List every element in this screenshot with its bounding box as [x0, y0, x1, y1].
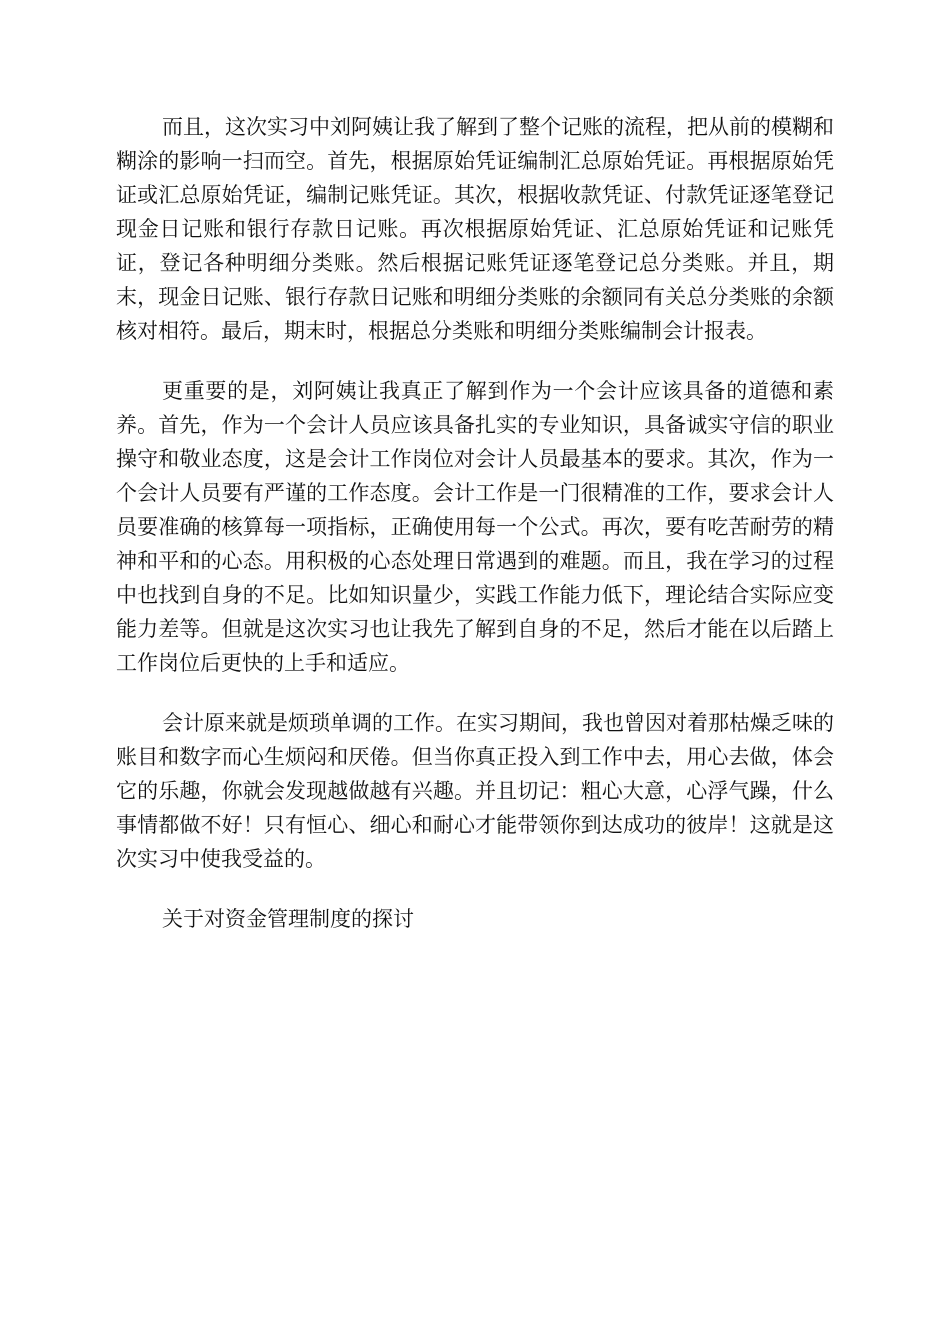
- paragraph-accounting-process: 而且，这次实习中刘阿姨让我了解到了整个记账的流程，把从前的模糊和糊涂的影响一扫而空。首先，根据原始凭证编制汇总原始凭证。再根据原始凭证或汇总原始凭证，编制记账凭证。其次，根据收款凭证、付款凭证逐笔登记现金日记账和银行存款日记账。再次根据原始凭证、汇总原始凭证和记账凭证，登记各种明细分类账。然后根据记账凭证逐笔登记总分类账。并且，期末，现金日记账、银行存款日记账和明细分类账的余额同有关总分类账的余额核对相符。最后，期末时，根据总分类账和明细分类账编制会计报表。: [116, 115, 834, 343]
- document-body: [116, 110, 834, 936]
- paragraph-accounting-work: 会计原来就是烦琐单调的工作。在实习期间，我也曾因对着那枯燥乏味的账目和数字而心生烦闷和厌倦。但当你真正投入到工作中去，用心去做，体会它的乐趣，你就会发现越做越有兴趣。并且切记：粗心大意，心浮气躁，什么事情都做不好！只有恒心、细心和耐心才能带领你到达成功的彼岸！这就是这次实习中使我受益的。: [116, 711, 834, 871]
- section-heading: 关于对资金管理制度的探讨: [162, 907, 414, 931]
- paragraph-accountant-ethics: 更重要的是，刘阿姨让我真正了解到作为一个会计应该具备的道德和素养。首先，作为一个会计人员应该具备扎实的专业知识，具备诚实守信的职业操守和敬业态度，这是会计工作岗位对会计人员最基本的要求。其次，作为一个会计人员要有严谨的工作态度。会计工作是一门很精准的工作，要求会计人员要准确的核算每一项指标，正确使用每一个公式。再次，要有吃苦耐劳的精神和平和的心态。用积极的心态处理日常遇到的难题。而且，我在学习的过程中也找到自身的不足。比如知识量少，实践工作能力低下，理论结合实际应变能力差等。但就是这次实习也让我先了解到自身的不足，然后才能在以后踏上工作岗位后更快的上手和适应。: [116, 379, 834, 675]
